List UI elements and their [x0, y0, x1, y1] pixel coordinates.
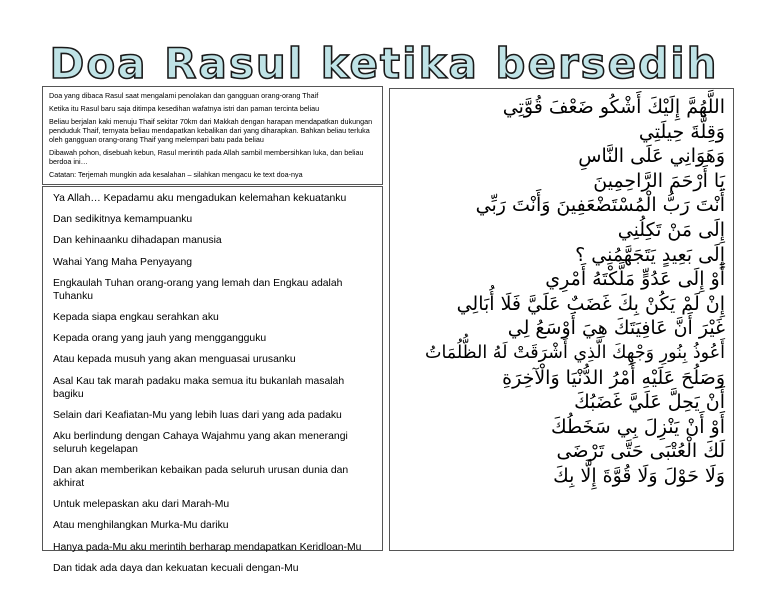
- translation-line: Ya Allah… Kepadamu aku mengadukan kelemahan kekuatanku: [53, 193, 347, 204]
- arabic-line: إِلَى بَعِيدٍ يَتَجَهَّمُنِي ؟: [575, 243, 725, 266]
- arabic-line: أَنْ يَحِلَّ عَلَيَّ غَضَبُكَ: [574, 391, 725, 414]
- translation-line: Atau kepada musuh yang akan menguasai urusanku: [53, 354, 296, 366]
- translation-line: Engkaulah Tuhan orang-orang yang lemah dan Engkau adalah Tuhanku: [53, 277, 343, 302]
- note-text: Beliau berjalan kaki menuju Thaif sekitar 70km dari Makkah dengan harapan mendapatkan dukungan penduduk Thaif, ternyata beliau mendapatkan kebalikan dari yang diharapkan. Bahkan beliau terluka oleh gangguan orang-orang Thaif yang melempari batu pada beliau: [49, 117, 373, 144]
- translation-line: Untuk melepaskan aku dari Marah-Mu: [53, 499, 230, 511]
- note-text: Doa yang dibaca Rasul saat mengalami penolakan dan gangguan orang-orang Thaif: [49, 91, 319, 100]
- translation-line: Atau menghilangkan Murka-Mu dariku: [53, 520, 229, 532]
- arabic-line: أَوْ أَنْ يَنْزِلَ بِي سَخَطُكَ: [550, 415, 725, 438]
- arabic-line: لَكَ الْعُتْبَى حَتَّى تَرْضَى: [556, 440, 725, 463]
- arabic-prayer-box: [389, 88, 734, 551]
- arabic-line: أَنْتَ رَبُّ الْمُسْتَضْعَفِينَ وَأَنْتَ رَبِّي: [475, 194, 725, 217]
- arabic-line: اللَّهُمَّ إِلَيْكَ أَشْكُو ضَعْفَ قُوَّتِي: [502, 96, 725, 118]
- arabic-line: وَهَوَانِي عَلَى النَّاسِ: [578, 145, 725, 168]
- note-text: Ketika itu Rasul baru saja ditimpa kesedihan wafatnya istri dan paman tercinta beliau: [49, 104, 320, 113]
- translation-line: Kepada siapa engkau serahkan aku: [53, 311, 219, 323]
- arabic-line: يَا أَرْحَمَ الرَّاحِمِينَ: [593, 169, 725, 192]
- arabic-line: وَقِلَّةَ حِيلَتِي: [638, 120, 725, 143]
- translation-line: Asal Kau tak marah padaku maka semua itu bukanlah masalah bagiku: [53, 375, 345, 400]
- translation-line: Dan kehinaanku dihadapan manusia: [53, 235, 222, 247]
- arabic-line: غَيْرَ أَنَّ عَافِيَتَكَ هِيَ أَوْسَعُ لِي: [507, 317, 725, 340]
- translation-line: Kepada orang yang jauh yang menggangguku: [53, 333, 267, 345]
- arabic-line: أَوْ إِلَى عَدُوٍّ مَلَّكْتَهُ أَمْرِي: [545, 268, 725, 291]
- background-notes-box: [42, 86, 383, 185]
- translation-line: Hanya pada-Mu aku merintih berharap mendapatkan Keridloan-Mu: [53, 541, 362, 553]
- translation-line: Dan sedikitnya kemampuanku: [53, 214, 193, 226]
- page-title: Doa Rasul ketika bersedih: [49, 39, 719, 88]
- arabic-line: إِلَى مَنْ تَكِلُنِي: [617, 218, 725, 241]
- arabic-line: إِنْ لَمْ يَكُنْ بِكَ غَضَبٌ عَلَيَّ فَلَا أُبَالِي: [456, 292, 725, 315]
- translation-line: Dan akan memberikan kebaikan pada seluruh urusan dunia dan akhirat: [53, 465, 349, 490]
- translation-box: [42, 186, 383, 574]
- arabic-line: أَعُوذُ بِنُورِ وَجْهِكَ الَّذِي أَشْرَقَتْ لَهُ الظُّلُمَاتُ: [424, 342, 725, 363]
- arabic-line: وَلَا حَوْلَ وَلَا قُوَّةَ إِلَّا بِكَ: [553, 464, 725, 487]
- translation-line: Selain dari Keafiatan-Mu yang lebih luas dari yang ada padaku: [53, 409, 342, 421]
- translation-line: Aku berlindung dengan Cahaya Wajahmu yang akan menerangi seluruh kegelapan: [53, 430, 348, 455]
- translation-line: Dan tidak ada daya dan kekuatan kecuali dengan-Mu: [53, 562, 299, 574]
- note-disclaimer: Catatan: Terjemah mungkin ada kesalahan – silahkan mengacu ke text doa-nya: [49, 170, 303, 179]
- translation-line: Wahai Yang Maha Penyayang: [53, 256, 193, 268]
- note-text: Dibawah pohon, disebuah kebun, Rasul merintih pada Allah sambil membersihkan luka, dan beliau berdoa ini…: [49, 148, 364, 166]
- arabic-line: وَصَلُحَ عَلَيْهِ أَمْرُ الدُّنْيَا وَالْآخِرَةِ: [502, 366, 725, 389]
